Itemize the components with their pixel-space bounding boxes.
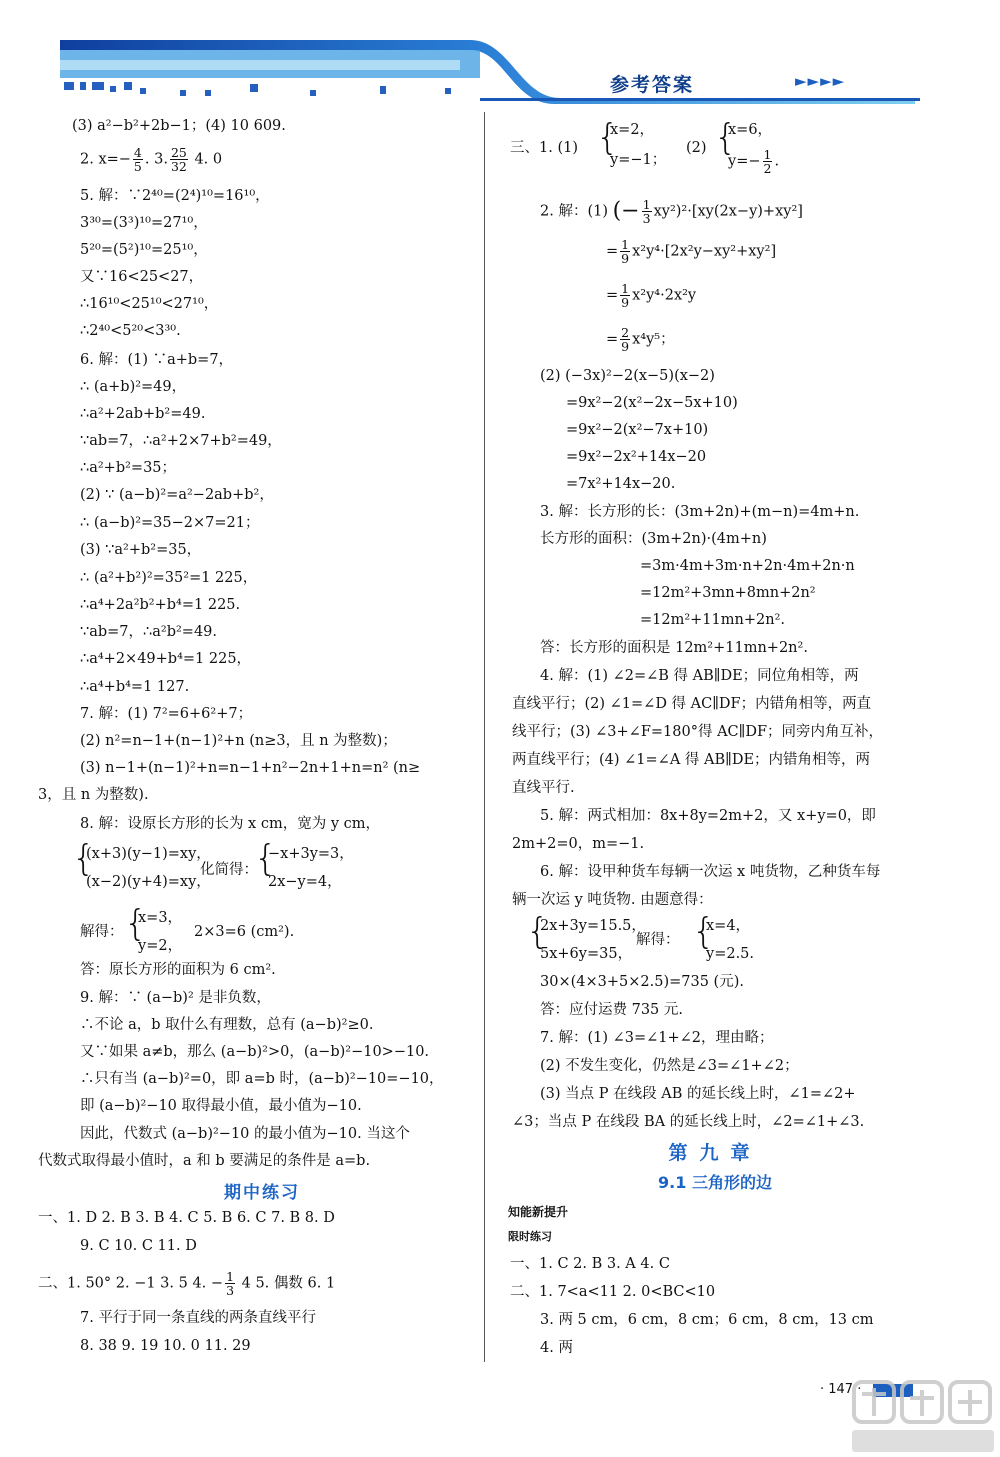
equation: y=−1；: [610, 152, 667, 168]
answer-line: 一、1. C 2. B 3. A 4. C: [510, 1256, 670, 1272]
answer-line: 即 (a−b)²−10 取得最小值，最小值为−10.: [80, 1098, 362, 1114]
subheading: 知能新提升: [508, 1205, 569, 1219]
equation: x=4，: [706, 918, 751, 934]
answer-line: 5²⁰=(5²)¹⁰=25¹⁰，: [80, 242, 208, 258]
answer-line: = $\frac{1}{9}$ x²y⁴·[2x²y−xy²+xy²]: [606, 237, 777, 266]
equation: (x−2)(y+4)=xy，: [86, 874, 211, 890]
answer-line: 2m+2=0，m=−1.: [512, 836, 645, 852]
answer-line: (2): [686, 140, 707, 156]
answer-line: =12m²+11mn+2n².: [640, 612, 785, 628]
answer-line: 一、1. D 2. B 3. B 4. C 5. B 6. C 7. B 8. D: [38, 1210, 335, 1226]
answer-line: 7. 解：(1) 7²=6+6²+7；: [80, 706, 253, 722]
answer-line: =12m²+3mn+8mn+2n²: [640, 585, 816, 601]
answer-line: (2) (−3x)²−2(x−5)(x−2): [540, 368, 715, 384]
answer-line: ∴ (a−b)²=35−2×7=21；: [80, 515, 260, 531]
answer-line: 3. 解：长方形的长：(3m+2n)+(m−n)=4m+n.: [540, 504, 860, 520]
answer-line: 答：原长方形的面积为 6 cm².: [80, 962, 276, 978]
equation: x=3，: [138, 910, 183, 926]
answer-line: = $\frac{2}{9}$ x⁴y⁵；: [606, 325, 675, 354]
answer-line: 7. 解：(1) ∠3=∠1+∠2，理由略；: [540, 1030, 774, 1046]
chapter-heading: 第九章: [668, 1142, 762, 1164]
answer-line: 二、1. 7<a<11 2. 0<BC<10: [510, 1284, 716, 1300]
section-heading: 9.1 三角形的边: [658, 1173, 772, 1192]
answer-line: 直线平行.: [512, 780, 575, 796]
left-brace-icon: {: [526, 911, 549, 952]
answer-line: 答：长方形的面积是 12m²+11mn+2n².: [540, 640, 808, 656]
answer-line: = $\frac{1}{9}$ x²y⁴·2x²y: [606, 281, 697, 310]
answer-line: ∴不论 a，b 取什么有理数，总有 (a−b)²≥0.: [80, 1017, 374, 1033]
left-brace-icon: {: [254, 838, 277, 879]
answer-line: ∴ (a+b)²=49，: [80, 379, 187, 395]
answer-line: (2) 不发生变化，仍然是∠3=∠1+∠2；: [540, 1058, 799, 1074]
answer-line: ∴只有当 (a−b)²=0，即 a=b 时，(a−b)²−10=−10，: [80, 1071, 444, 1087]
answer-line: 8. 38 9. 19 10. 0 11. 29: [80, 1338, 251, 1354]
answer-line: ∴a⁴+b⁴=1 127.: [80, 679, 190, 695]
equation: x=6，: [728, 122, 773, 138]
answer-line: 9. 解：∵ (a−b)² 是非负数，: [80, 990, 271, 1006]
answer-line: 长方形的面积：(3m+2n)·(4m+n): [540, 531, 767, 547]
equation-label: 解得：: [636, 932, 680, 948]
watermark-logo: [848, 1374, 998, 1457]
answer-line: (3) n−1+(n−1)²+n=n−1+n²−2n+1+n=n² (n≥: [80, 760, 421, 776]
answer-line: =3m·4m+3m·n+2n·4m+2n·n: [640, 558, 855, 574]
answer-line: 三、1. (1): [510, 140, 578, 156]
answer-line: 2. x=− $\frac{4}{5}$ . 3. $\frac{25}{32}$ 4. 0: [80, 145, 223, 174]
answer-line: 4. 两: [540, 1340, 573, 1356]
equation: 5x+6y=35，: [540, 946, 633, 962]
left-brace-icon: {: [692, 911, 715, 952]
equation: 2×3=6 (cm²).: [194, 924, 295, 940]
answer-line: 9. C 10. C 11. D: [80, 1238, 197, 1254]
answer-line: 3³⁰=(3³)¹⁰=27¹⁰，: [80, 215, 208, 231]
answer-line: =9x²−2x²+14x−20: [566, 449, 707, 465]
header-arrows-icon: ►►►►: [795, 72, 846, 90]
answer-line: 4. 解：(1) ∠2=∠B 得 AB∥DE；同位角相等，两: [540, 668, 859, 684]
answer-line: 又∵如果 a≠b，那么 (a−b)²>0，(a−b)²−10>−10.: [80, 1044, 430, 1060]
header-title: 参考答案: [610, 74, 695, 96]
answer-line: 直线平行；(2) ∠1=∠D 得 AC∥DF；内错角相等，两直: [512, 696, 872, 712]
answer-line: (3) 当点 P 在线段 AB 的延长线上时，∠1=∠2+: [540, 1086, 856, 1102]
answer-line: 答：应付运费 735 元.: [540, 1002, 684, 1018]
left-brace-icon: {: [714, 117, 737, 158]
answer-line: 线平行；(3) ∠3+∠F=180°得 AC∥DF；同旁内角互补，: [512, 724, 884, 740]
left-brace-icon: {: [124, 903, 147, 944]
answer-line: 6. 解：(1) ∵a+b=7，: [80, 352, 234, 368]
answer-line: 两直线平行；(4) ∠1=∠A 得 AB∥DE；内错角相等，两: [512, 752, 871, 768]
answer-line: 2. 解：(1) (− $\frac{1}{3}$ xy²)²·[xy(2x−y)+xy²]: [540, 197, 803, 226]
equation: (x+3)(y−1)=xy，: [86, 846, 211, 862]
midterm-heading: 期中练习: [224, 1183, 300, 1203]
answer-line: 5. 解：两式相加：8x+8y=2m+2，又 x+y=0，即: [540, 808, 876, 824]
equation: x=2，: [610, 122, 655, 138]
answer-line: 3. 两 5 cm，6 cm，8 cm；6 cm，8 cm，13 cm: [540, 1312, 874, 1328]
answer-line: (2) n²=n−1+(n−1)²+n (n≥3，且 n 为整数)；: [80, 733, 397, 749]
answer-line: 代数式取得最小值时，a 和 b 要满足的条件是 a=b.: [38, 1153, 371, 1169]
answer-line: 辆一次运 y 吨货物. 由题意得：: [512, 892, 713, 908]
answer-line: 30×(4×3+5×2.5)=735 (元).: [540, 974, 744, 990]
answer-line: ∴a⁴+2a²b²+b⁴=1 225.: [80, 597, 241, 613]
answer-line: ∴a⁴+2×49+b⁴=1 225，: [80, 651, 252, 667]
equation: −x+3y=3，: [268, 846, 354, 862]
answer-line: 3，且 n 为整数).: [38, 787, 149, 803]
answer-line: ∴16¹⁰<25¹⁰<27¹⁰，: [80, 296, 219, 312]
equation: 2x−y=4，: [268, 874, 342, 890]
answer-line: 又∵16<25<27，: [80, 269, 204, 285]
equation-label: 化简得：: [200, 862, 258, 878]
equation-label: 解得：: [80, 924, 124, 940]
answer-line: ∴2⁴⁰<5²⁰<3³⁰.: [80, 323, 181, 339]
equation: y=− $\frac{1}{2}$ .: [728, 147, 780, 176]
equation: 2x+3y=15.5，: [540, 918, 646, 934]
answer-line: ∠3；当点 P 在线段 BA 的延长线上时，∠2=∠1+∠3.: [512, 1114, 865, 1130]
equation: y=2，: [138, 938, 183, 954]
answer-line: 二、1. 50° 2. −1 3. 5 4. − $\frac{1}{3}$ 4 5. 偶数 6. 1: [38, 1269, 336, 1298]
answer-line: 因此，代数式 (a−b)²−10 的最小值为−10. 当这个: [80, 1126, 410, 1142]
equation: y=2.5.: [706, 946, 755, 962]
answer-line: =7x²+14x−20.: [566, 476, 676, 492]
answer-line: 5. 解：∵2⁴⁰=(2⁴)¹⁰=16¹⁰，: [80, 188, 270, 204]
answer-line: 7. 平行于同一条直线的两条直线平行: [80, 1310, 316, 1326]
answer-line: 6. 解：设甲种货车每辆一次运 x 吨货物，乙种货车每: [540, 864, 881, 880]
answer-line: =9x²−2(x²−2x−5x+10): [566, 395, 738, 411]
column-divider: [484, 112, 485, 1362]
answer-line: ∴ (a²+b²)²=35²=1 225，: [80, 570, 258, 586]
page-number: · 147 ·: [820, 1382, 862, 1397]
answer-line: ∴a²+b²=35；: [80, 460, 177, 476]
answer-line: ∵ab=7，∴a²+2×7+b²=49，: [80, 433, 282, 449]
answer-line: (3) a²−b²+2b−1；(4) 10 609.: [72, 118, 286, 134]
answer-line: (3) ∵a²+b²=35，: [80, 542, 202, 558]
header-banner: [0, 0, 1000, 112]
answer-line: ∴a²+2ab+b²=49.: [80, 406, 206, 422]
subheading: 限时练习: [508, 1230, 552, 1243]
left-brace-icon: {: [596, 117, 619, 158]
answer-line: (2) ∵ (a−b)²=a²−2ab+b²，: [80, 487, 274, 503]
answer-line: =9x²−2(x²−7x+10): [566, 422, 709, 438]
left-brace-icon: {: [72, 838, 95, 879]
answer-line: 8. 解：设原长方形的长为 x cm，宽为 y cm，: [80, 816, 380, 832]
answer-line: ∵ab=7，∴a²b²=49.: [80, 624, 218, 640]
